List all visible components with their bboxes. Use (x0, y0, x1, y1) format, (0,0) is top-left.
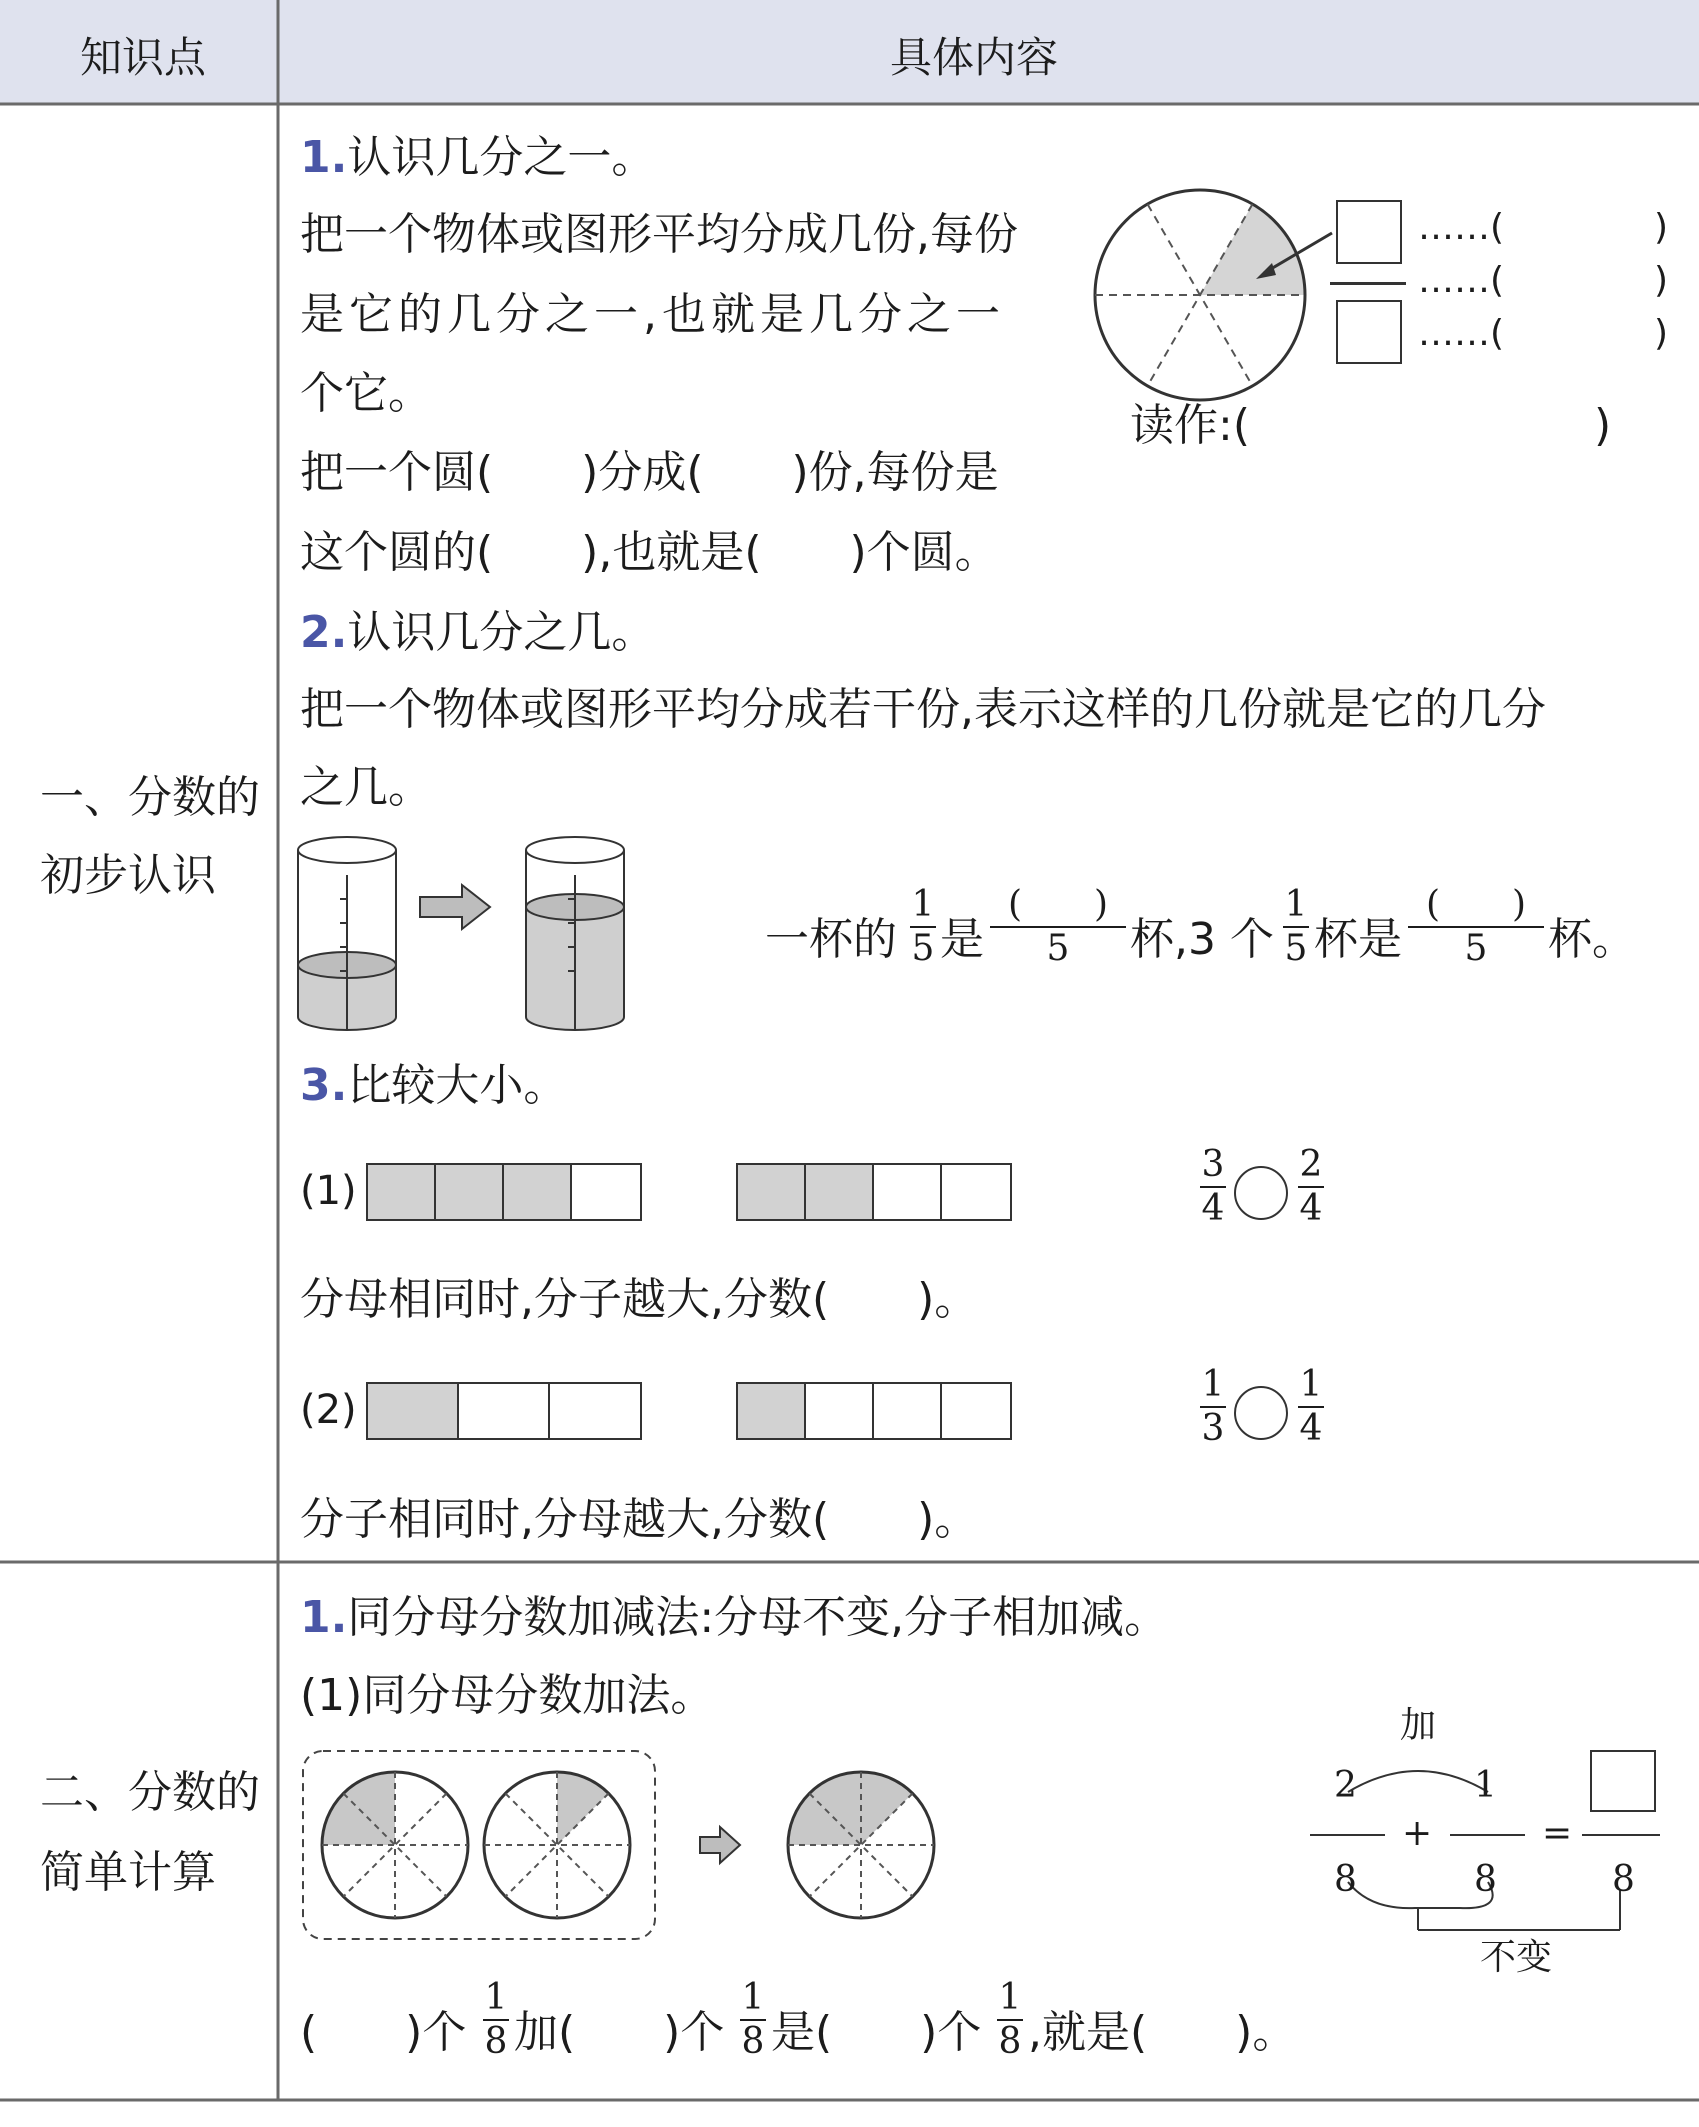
cup-sentence-a: 一杯的 (765, 914, 897, 965)
section1-title-line1: 一、分数的 (40, 772, 260, 823)
fraction-blank-b (1408, 885, 1544, 969)
compare-circle-1[interactable] (1234, 1166, 1288, 1220)
cup-sentence-c: 杯,3 个 (1130, 914, 1274, 965)
beaker-diagram (290, 835, 650, 1035)
pointer-arrow (1250, 225, 1340, 285)
frac-num: 2 (1299, 1144, 1323, 1185)
fraction-one-eighth-1 (483, 1978, 509, 2062)
frac-blank-num: ( ) (1007, 884, 1109, 925)
compare1-rule: 分母相同时,分子越大,分数( )。 (300, 1274, 979, 1325)
frac-den: 8 (741, 2021, 765, 2062)
item2-title: 认识几分之几。 (347, 607, 656, 658)
frac-den: 5 (911, 928, 935, 969)
bar-two-quarters (736, 1163, 1016, 1221)
eighths-circles-diagram (295, 1745, 975, 1945)
fraction-one-fifth-a (910, 885, 936, 969)
item1-title: 认识几分之一。 (347, 132, 656, 183)
label-dots-1: ……( (1418, 207, 1505, 248)
bar-one-quarter (736, 1382, 1016, 1440)
fraction-one-fifth-b (1283, 885, 1309, 969)
item2-heading (300, 605, 655, 661)
frac-num: 1 (998, 1977, 1022, 2018)
plus-sign: + (1402, 1813, 1433, 1854)
label-dots-2: ……( (1418, 260, 1505, 301)
label-close-2: ) (1654, 260, 1669, 301)
section1-title-line2: 初步认识 (40, 850, 216, 901)
compare-circle-2[interactable] (1234, 1386, 1288, 1440)
bar-three-quarters (366, 1163, 646, 1221)
fill-part-3: 是( )个 (771, 2007, 982, 2058)
frac-den: 4 (1299, 1188, 1323, 1229)
denominator-box (1336, 300, 1402, 364)
fraction-one-eighth-2 (740, 1978, 766, 2062)
fraction-two-quarters (1298, 1145, 1324, 1229)
item3-title: 比较大小。 (347, 1060, 568, 1111)
fraction-one-quarter (1298, 1365, 1324, 1449)
s2-item1-number: 1. (300, 1592, 348, 1643)
circle-sixths-diagram (1090, 185, 1310, 405)
compare2-label: (2) (300, 1387, 357, 1433)
frac-den: 8 (998, 2021, 1022, 2062)
section2-title-line1: 二、分数的 (40, 1767, 260, 1818)
item2-number: 2. (300, 607, 348, 658)
addend-a-num: 2 (1334, 1765, 1357, 1806)
compare2-rule: 分子相同时,分母越大,分数( )。 (300, 1494, 979, 1545)
item2-para-line1: 把一个物体或图形平均分成若干份,表示这样的几份就是它的几分 (300, 684, 1546, 735)
compare1-label: (1) (300, 1168, 357, 1214)
fraction-blank-a (990, 885, 1126, 969)
unchanged-label: 不变 (1480, 1937, 1553, 1978)
s2-item1-sub: (1)同分母分数加法。 (300, 1670, 715, 1721)
item1-heading (300, 130, 655, 186)
addend-a-den: 8 (1334, 1859, 1357, 1900)
read-as-label: 读作:( (1130, 400, 1250, 451)
cup-sentence-e: 杯。 (1548, 914, 1636, 965)
frac-den: 4 (1201, 1188, 1225, 1229)
equals-sign: = (1542, 1813, 1573, 1854)
frac-blank-num: ( ) (1425, 884, 1527, 925)
frac-den: 5 (1284, 928, 1308, 969)
item1-para-line2: 是它的几分之一,也就是几分之一 (300, 289, 1005, 340)
s2-item1-title: 同分母分数加减法:分母不变,分子相加减。 (347, 1592, 1169, 1643)
frac-num: 3 (1201, 1144, 1225, 1185)
fill-part-1: ( )个 (300, 2007, 467, 2058)
item1-para-line5: 这个圆的( ),也就是( )个圆。 (300, 527, 999, 578)
header-knowledge-point: 知识点 (80, 33, 207, 82)
fraction-bar-line (1330, 282, 1406, 285)
frac-num: 1 (741, 1977, 765, 2018)
s2-item1-heading (300, 1590, 1168, 1646)
frac-num: 1 (1284, 884, 1308, 925)
label-dots-3: ……( (1418, 313, 1505, 354)
frac-num: 1 (911, 884, 935, 925)
frac-num: 1 (1201, 1364, 1225, 1405)
addend-b-num: 1 (1474, 1765, 1497, 1806)
frac-num: 1 (484, 1977, 508, 2018)
bar-one-third (366, 1382, 646, 1440)
addend-b-den: 8 (1474, 1859, 1497, 1900)
read-as-close: ) (1594, 400, 1612, 451)
fraction-one-eighth-3 (997, 1978, 1023, 2062)
item3-number: 3. (300, 1060, 348, 1111)
answer-den: 8 (1612, 1859, 1635, 1900)
add-label: 加 (1400, 1705, 1437, 1746)
header-detail-content: 具体内容 (890, 33, 1059, 82)
fraction-three-quarters (1200, 1145, 1226, 1229)
item2-para-line2: 之几。 (300, 762, 432, 813)
frac-den: 8 (484, 2021, 508, 2062)
section2-title-line2: 简单计算 (40, 1847, 216, 1898)
fill-part-4: ,就是( )。 (1028, 2007, 1297, 2058)
item3-heading (300, 1058, 567, 1114)
frac-den: 4 (1299, 1408, 1323, 1449)
label-close-3: ) (1654, 313, 1669, 354)
item1-number: 1. (300, 132, 348, 183)
item1-para-line4: 把一个圆( )分成( )份,每份是 (300, 447, 999, 498)
numerator-box (1336, 200, 1402, 264)
frac-den: 5 (1046, 928, 1070, 969)
item1-para-line1: 把一个物体或图形平均分成几份,每份 (300, 209, 1018, 260)
fraction-one-third (1200, 1365, 1226, 1449)
cup-sentence-b: 是 (940, 914, 984, 965)
label-close-1: ) (1654, 207, 1669, 248)
frac-den: 3 (1201, 1408, 1225, 1449)
item1-para-line3: 个它。 (300, 368, 432, 419)
cup-sentence-d: 杯是 (1314, 914, 1402, 965)
fill-part-2: 加( )个 (514, 2007, 725, 2058)
frac-num: 1 (1299, 1364, 1323, 1405)
frac-den: 5 (1464, 928, 1488, 969)
answer-numerator-box (1590, 1750, 1656, 1812)
